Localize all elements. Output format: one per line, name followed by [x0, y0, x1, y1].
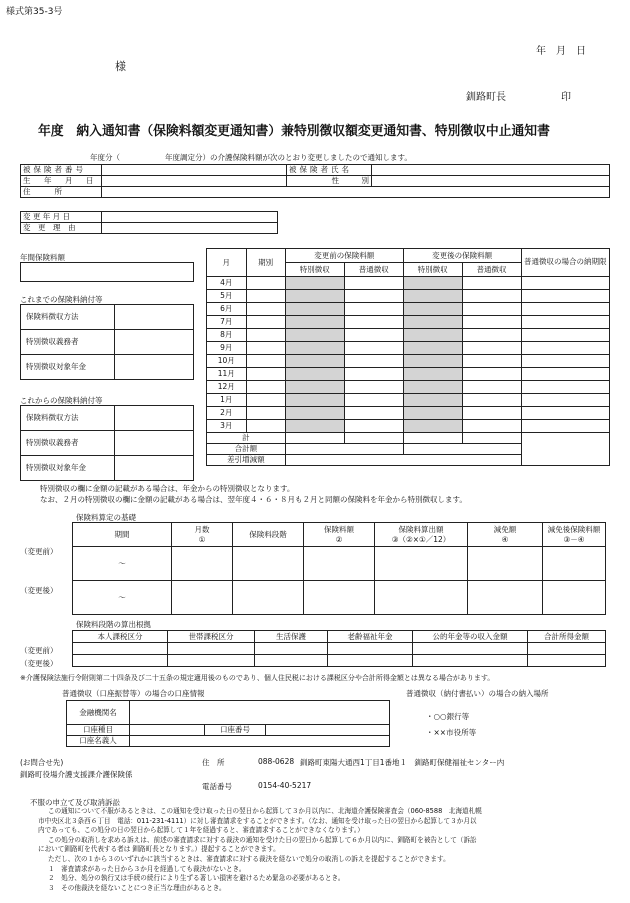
new-payment-title: これからの保険料納付等 — [20, 396, 103, 405]
basis-after-cell — [413, 655, 528, 667]
calc-after-months — [172, 581, 233, 615]
term-cell — [246, 381, 285, 394]
previous-pension-label: 特別徴収対象年金 — [21, 355, 115, 380]
contact-address: 釧路町東陽大通西1丁目1番地１ 釧路町保健福祉センター内 — [300, 758, 505, 767]
month-row — [207, 394, 610, 407]
calc-period-header: 期間 — [73, 523, 172, 547]
basis-household-tax-header: 世帯課税区分 — [168, 631, 255, 643]
after-special-cell — [403, 407, 462, 420]
account-holder-label: 口座名義人 — [67, 736, 130, 747]
after-normal-cell — [462, 355, 521, 368]
basis-welfare-header: 生活保護 — [255, 631, 328, 643]
payment-place-office: ・××市役所等 — [426, 728, 477, 737]
total-blank — [521, 433, 609, 466]
after-special-cell — [403, 355, 462, 368]
after-normal-cell — [462, 368, 521, 381]
after-normal-cell — [462, 303, 521, 316]
calc-after-premium — [304, 581, 375, 615]
after-special-cell — [403, 342, 462, 355]
before-special-header: 特別徴収 — [285, 263, 344, 277]
new-method-label: 保険料徴収方法 — [21, 406, 115, 431]
term-cell — [246, 303, 285, 316]
birth-date-label: 生 年 月 日 — [21, 176, 102, 187]
before-special-cell — [285, 407, 344, 420]
before-normal-cell — [344, 368, 403, 381]
deadline-cell — [521, 316, 609, 329]
before-normal-cell — [344, 277, 403, 290]
change-reason-value — [102, 223, 278, 234]
month-label: 8月 — [207, 329, 247, 342]
calc-basis-title: 保険料算定の基礎 — [76, 513, 136, 522]
after-normal-cell — [462, 329, 521, 342]
before-normal-cell — [344, 303, 403, 316]
month-label: 5月 — [207, 290, 247, 303]
deadline-cell — [521, 394, 609, 407]
sum-before — [285, 444, 403, 455]
appeal-text — [38, 807, 482, 893]
special-note-2: なお、２月の特別徴収の欄に金額の記載がある場合は、翌年度４・６・８月も２月と同額の保険料を年金から特別徴収します。 — [40, 495, 467, 504]
calc-before-reduction — [468, 547, 543, 581]
before-special-cell — [285, 342, 344, 355]
month-row — [207, 381, 610, 394]
account-number-label: 口座番号 — [205, 725, 266, 736]
term-header: 期別 — [246, 249, 285, 277]
calc-row-after-label: （変更後） — [20, 586, 58, 595]
diff-value — [285, 455, 521, 466]
stage-basis-title: 保険料段階の算出根拠 — [76, 620, 151, 629]
month-row — [207, 420, 610, 433]
before-normal-cell — [344, 394, 403, 407]
calc-basis-table — [72, 522, 606, 615]
month-label: 12月 — [207, 381, 247, 394]
previous-payment-title: これまでの保険料納付等 — [20, 295, 103, 304]
month-label: 6月 — [207, 303, 247, 316]
before-special-cell — [285, 420, 344, 433]
account-title: 普通徴収（口座振替等）の場合の口座情報 — [62, 689, 205, 698]
sum-label: 合計額 — [207, 444, 286, 455]
after-normal-cell — [462, 407, 521, 420]
before-special-cell — [285, 316, 344, 329]
calc-before-stage — [233, 547, 304, 581]
insured-number-value — [102, 165, 287, 176]
basis-before-cell — [255, 643, 328, 655]
deadline-cell — [521, 407, 609, 420]
appeal-line: ３ その他裁決を経ないことにつき正当な理由があるとき。 — [48, 883, 226, 892]
previous-method-value — [115, 305, 194, 330]
after-special-cell — [403, 277, 462, 290]
contact-phone-label: 電話番号 — [202, 782, 232, 791]
stage-basis-table — [72, 630, 606, 667]
before-normal-cell — [344, 420, 403, 433]
before-special-cell — [285, 290, 344, 303]
total-label: 計 — [207, 433, 286, 444]
insured-name-value — [372, 165, 610, 176]
appeal-line: ただし、次の１から３のいずれかに該当するときは、審査請求に対する裁決を経ないで処分の取消しの訴えを提起することができます。 — [48, 854, 450, 863]
deadline-header: 普通徴収の場合の納期限 — [521, 249, 609, 277]
account-holder-value — [130, 736, 390, 747]
appeal-line: 市中央区北３条西６丁目 電話：011-231-4111）に対し審査請求をすることができます。（なお、通知を受け取った日の翌日から起算して３か月以 — [38, 816, 477, 825]
seal-mark: 印 — [561, 92, 571, 103]
total-after-normal — [462, 433, 521, 444]
month-row — [207, 407, 610, 420]
month-row — [207, 329, 610, 342]
total-after-special — [403, 433, 462, 444]
before-special-cell — [285, 381, 344, 394]
basis-after-cell — [168, 655, 255, 667]
contact-zip: 088-0628 — [258, 757, 295, 766]
deadline-cell — [521, 329, 609, 342]
account-table — [66, 700, 390, 747]
after-normal-cell — [462, 420, 521, 433]
after-special-cell — [403, 303, 462, 316]
basis-after-cell — [328, 655, 413, 667]
total-before-normal — [344, 433, 403, 444]
calc-computed-header: 保険料算出額 ③（②×①／12） — [375, 523, 468, 547]
term-cell — [246, 329, 285, 342]
account-type-value — [130, 725, 205, 736]
month-header: 月 — [207, 249, 247, 277]
month-row — [207, 316, 610, 329]
after-special-cell — [403, 420, 462, 433]
after-special-cell — [403, 381, 462, 394]
month-label: 11月 — [207, 368, 247, 381]
diff-label: 差引増減額 — [207, 455, 286, 466]
month-label: 9月 — [207, 342, 247, 355]
calc-before-computed — [375, 547, 468, 581]
appeal-line: この通知について不服があるときは、この通知を受け取った日の翌日から起算して３か月以内に、北海道介護保険審査会（060-8588 北海道札幌 — [48, 807, 482, 815]
account-number-value — [266, 725, 390, 736]
before-special-cell — [285, 368, 344, 381]
before-normal-cell — [344, 355, 403, 368]
calc-before-months — [172, 547, 233, 581]
birth-date-value — [102, 176, 287, 187]
deadline-cell — [521, 355, 609, 368]
calc-premium-header: 保険料額 ② — [304, 523, 375, 547]
calc-after-period: ～ — [73, 581, 172, 615]
before-normal-cell — [344, 407, 403, 420]
address-label: 住 所 — [21, 187, 102, 198]
month-row — [207, 355, 610, 368]
calc-before-final — [543, 547, 606, 581]
month-label: 10月 — [207, 355, 247, 368]
previous-obligor-value — [115, 330, 194, 355]
deadline-cell — [521, 381, 609, 394]
bank-name-value — [130, 701, 390, 725]
sum-after — [403, 444, 521, 455]
calc-reduction-header: 減免額 ④ — [468, 523, 543, 547]
month-row — [207, 342, 610, 355]
insured-info-table — [20, 164, 610, 198]
before-special-cell — [285, 394, 344, 407]
basis-before-cell — [413, 643, 528, 655]
basis-pension-header: 老齢福祉年金 — [328, 631, 413, 643]
insured-number-label: 被保険者番号 — [21, 165, 102, 176]
after-special-cell — [403, 394, 462, 407]
law-note: ※介護保険法施行令附則第二十四条及び二十五条の規定適用後のものであり、個人住民税における課税区分や合計所得金額とは異なる場合があります。 — [20, 674, 495, 682]
basis-after-cell — [255, 655, 328, 667]
month-label: 1月 — [207, 394, 247, 407]
calc-final-header: 減免後保険料額 ③－④ — [543, 523, 606, 547]
sex-value — [372, 176, 610, 187]
term-cell — [246, 368, 285, 381]
previous-obligor-label: 特別徴収義務者 — [21, 330, 115, 355]
after-normal-cell — [462, 316, 521, 329]
after-normal-cell — [462, 342, 521, 355]
calc-row-before-label: （変更前） — [20, 547, 58, 556]
calc-after-final — [543, 581, 606, 615]
change-reason-label: 変 更 理 由 — [21, 223, 102, 234]
month-label: 3月 — [207, 420, 247, 433]
after-normal-cell — [462, 394, 521, 407]
month-label: 7月 — [207, 316, 247, 329]
term-cell — [246, 394, 285, 407]
appeal-line: ２ 処分、処分の執行又は手続の続行により生ずる著しい損害を避けるため緊急の必要があるとき。 — [48, 874, 345, 883]
payment-place-title: 普通徴収（納付書払い）の場合の納入場所 — [406, 689, 549, 698]
new-payment-table — [20, 405, 194, 481]
after-normal-header: 普通徴収 — [462, 263, 521, 277]
deadline-cell — [521, 290, 609, 303]
deadline-cell — [521, 342, 609, 355]
issuer-name: 釧路町長 — [466, 92, 506, 103]
basis-income-header: 公的年金等の収入金額 — [413, 631, 528, 643]
month-row — [207, 368, 610, 381]
calc-before-premium — [304, 547, 375, 581]
term-cell — [246, 355, 285, 368]
new-pension-value — [115, 456, 194, 481]
calc-after-stage — [233, 581, 304, 615]
basis-total-income-header: 合計所得金額 — [528, 631, 606, 643]
month-label: 2月 — [207, 407, 247, 420]
before-premium-header: 変更前の保険料額 — [285, 249, 403, 263]
new-method-value — [115, 406, 194, 431]
deadline-cell — [521, 420, 609, 433]
insured-name-label: 被保険者氏名 — [287, 165, 372, 176]
after-normal-cell — [462, 290, 521, 303]
after-special-cell — [403, 368, 462, 381]
term-cell — [246, 342, 285, 355]
before-normal-cell — [344, 329, 403, 342]
month-label: 4月 — [207, 277, 247, 290]
contact-phone: 0154-40-5217 — [258, 781, 312, 790]
after-special-header: 特別徴収 — [403, 263, 462, 277]
document-title: 年度 納入通知書（保険料額変更通知書）兼特別徴収額変更通知書、特別徴収中止通知書 — [38, 124, 550, 139]
term-cell — [246, 316, 285, 329]
previous-payment-table — [20, 304, 194, 380]
before-special-cell — [285, 277, 344, 290]
before-normal-header: 普通徴収 — [344, 263, 403, 277]
new-pension-label: 特別徴収対象年金 — [21, 456, 115, 481]
intro-text: 年度分（ 年度調定分）の介護保険料額が次のとおり変更しましたので通知します。 — [90, 153, 412, 162]
appeal-line: 内であっても、この処分の日の翌日から起算して１年を経過すると、審査請求することができなくなります。） — [38, 826, 364, 835]
deadline-cell — [521, 368, 609, 381]
new-obligor-label: 特別徴収義務者 — [21, 431, 115, 456]
payment-place-bank: ・○○銀行等 — [426, 712, 470, 721]
term-cell — [246, 407, 285, 420]
address-value — [102, 187, 610, 198]
after-premium-header: 変更後の保険料額 — [403, 249, 521, 263]
after-special-cell — [403, 290, 462, 303]
sex-label: 性 別 — [287, 176, 372, 187]
basis-after-cell — [528, 655, 606, 667]
before-normal-cell — [344, 290, 403, 303]
bank-name-label: 金融機関名 — [67, 701, 130, 725]
appeal-line: において釧路町を代表する者は 釧路町長となります。）提起することができます。 — [38, 845, 280, 854]
basis-row-before-label: （変更前） — [20, 646, 58, 655]
recipient-suffix: 様 — [115, 60, 126, 73]
change-info-table — [20, 211, 278, 234]
term-cell — [246, 277, 285, 290]
after-special-cell — [403, 316, 462, 329]
before-normal-cell — [344, 381, 403, 394]
appeal-title: 不服の申立て及び取消訴訟 — [30, 798, 120, 807]
account-type-label: 口座種目 — [67, 725, 130, 736]
contact-label: (お問合せ先) — [20, 758, 64, 767]
month-row — [207, 303, 610, 316]
month-row — [207, 290, 610, 303]
after-special-cell — [403, 329, 462, 342]
before-normal-cell — [344, 316, 403, 329]
calc-stage-header: 保険料段階 — [233, 523, 304, 547]
deadline-cell — [521, 277, 609, 290]
annual-premium-label: 年間保険料額 — [20, 253, 65, 262]
appeal-line: この処分の取消しを求める訴えは、前述の審査請求に対する裁決の通知を受けた日の翌日から起算して６か月以内に、釧路町を被告として（訴訟 — [48, 835, 477, 844]
before-special-cell — [285, 355, 344, 368]
basis-self-tax-header: 本人課税区分 — [73, 631, 168, 643]
issue-date: 年 月 日 — [536, 46, 586, 57]
calc-after-reduction — [468, 581, 543, 615]
total-before-special — [285, 433, 344, 444]
previous-method-label: 保険料徴収方法 — [21, 305, 115, 330]
basis-before-cell — [73, 643, 168, 655]
basis-before-cell — [328, 643, 413, 655]
term-cell — [246, 290, 285, 303]
contact-address-label: 住 所 — [202, 758, 225, 767]
special-note-1: 特別徴収の欄に金額の記載がある場合は、年金からの特別徴収となります。 — [40, 484, 295, 493]
basis-row-after-label: （変更後） — [20, 659, 58, 668]
before-special-cell — [285, 303, 344, 316]
deadline-cell — [521, 303, 609, 316]
after-normal-cell — [462, 381, 521, 394]
previous-pension-value — [115, 355, 194, 380]
before-normal-cell — [344, 342, 403, 355]
change-date-value — [102, 212, 278, 223]
calc-before-period: ～ — [73, 547, 172, 581]
calc-after-computed — [375, 581, 468, 615]
basis-after-cell — [73, 655, 168, 667]
after-normal-cell — [462, 277, 521, 290]
annual-premium-box — [20, 262, 194, 282]
change-date-label: 変 更 年 月 日 — [21, 212, 102, 223]
before-special-cell — [285, 329, 344, 342]
contact-department: 釧路町役場介護支援課介護保険係 — [20, 770, 133, 779]
calc-months-header: 月数 ① — [172, 523, 233, 547]
month-row — [207, 277, 610, 290]
appeal-line: １ 審査請求があった日から３か月を経過しても裁決がないとき。 — [48, 864, 246, 873]
monthly-premium-table — [206, 248, 610, 466]
new-obligor-value — [115, 431, 194, 456]
basis-before-cell — [528, 643, 606, 655]
form-number: 様式第35-3号 — [6, 7, 63, 17]
basis-before-cell — [168, 643, 255, 655]
term-cell — [246, 420, 285, 433]
